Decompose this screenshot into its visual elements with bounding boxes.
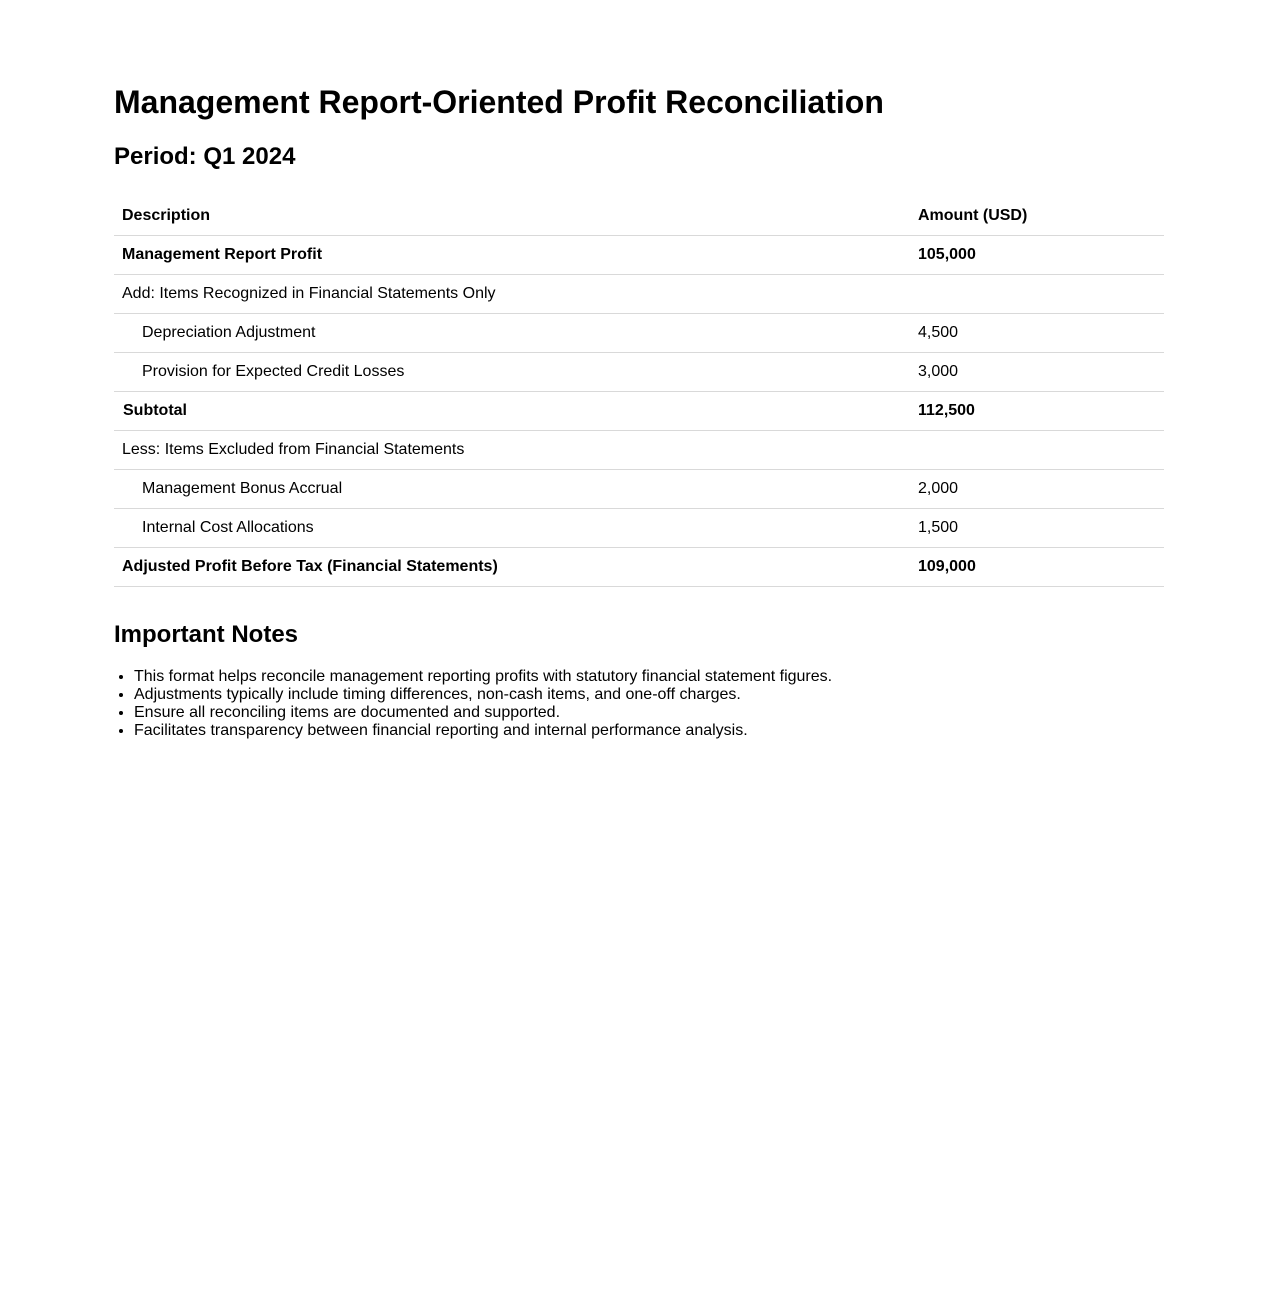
row-amount: 2,000 <box>910 470 1164 509</box>
row-description: Management Bonus Accrual <box>114 470 910 509</box>
row-description: Provision for Expected Credit Losses <box>114 353 910 392</box>
row-amount <box>910 431 1164 470</box>
row-amount: 4,500 <box>910 314 1164 353</box>
header-amount: Amount (USD) <box>910 197 1164 236</box>
page-title: Management Report-Oriented Profit Reconciliation <box>114 84 884 120</box>
row-description: Subtotal <box>114 392 910 431</box>
table-row <box>114 275 1164 314</box>
list-item: • This format helps reconcile management reporting profits with statutory financial statement figures. <box>134 668 1164 686</box>
row-amount: 109,000 <box>910 548 1164 587</box>
row-description: Add: Items Recognized in Financial Statements Only <box>114 275 910 314</box>
table-row <box>114 236 1164 275</box>
table-row <box>114 353 1164 392</box>
table-row <box>114 548 1164 587</box>
row-amount: 3,000 <box>910 353 1164 392</box>
list-item: • Adjustments typically include timing differences, non-cash items, and one-off charges. <box>134 686 1164 704</box>
row-amount <box>910 275 1164 314</box>
reconciliation-table <box>114 197 1164 587</box>
notes-list <box>114 668 1164 740</box>
list-item: • Ensure all reconciling items are documented and supported. <box>134 704 1164 722</box>
notes-heading: Important Notes <box>114 621 299 648</box>
header-description: Description <box>114 197 910 236</box>
table-header-row <box>114 197 1164 236</box>
row-description: Management Report Profit <box>114 236 910 275</box>
table-row <box>114 314 1164 353</box>
row-description: Internal Cost Allocations <box>114 509 910 548</box>
row-amount: 1,500 <box>910 509 1164 548</box>
row-description: Adjusted Profit Before Tax (Financial Statements) <box>114 548 910 587</box>
table-row <box>114 509 1164 548</box>
table-row <box>114 431 1164 470</box>
table-row <box>114 470 1164 509</box>
table-row <box>114 392 1164 431</box>
row-amount: 112,500 <box>910 392 1164 431</box>
row-amount: 105,000 <box>910 236 1164 275</box>
period-heading: Period: Q1 2024 <box>114 143 296 170</box>
row-description: Less: Items Excluded from Financial Statements <box>114 431 910 470</box>
row-description: Depreciation Adjustment <box>114 314 910 353</box>
report-page <box>114 0 1164 740</box>
list-item: • Facilitates transparency between financial reporting and internal performance analysis. <box>134 722 1164 740</box>
